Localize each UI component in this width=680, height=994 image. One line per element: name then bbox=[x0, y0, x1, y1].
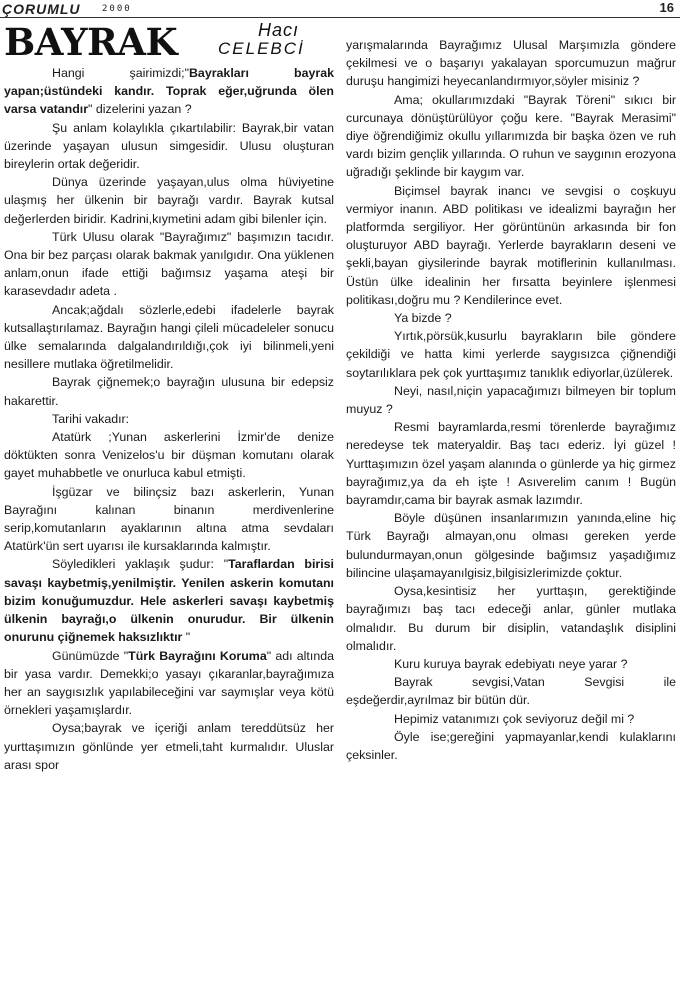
page-header bbox=[0, 0, 680, 20]
paragraph: Dünya üzerinde yaşayan,ulus olma hüviyetine ulaşmış her ülkenin bir bayrağı vardır. Bayrak kutsal değerlerden biridir. Kadrini,kıymetini adam gibi bilenler için. bbox=[4, 175, 334, 226]
right-column bbox=[346, 36, 676, 764]
publication-brand: ÇORUMLU bbox=[2, 1, 81, 17]
article-title: BAYRAK bbox=[4, 20, 178, 64]
paragraph: Şu anlam kolaylıkla çıkartılabilir: Bayrak,bir vatan üzerinde yaşayan ulusun simgesidir. Ulusu oluşturan bireylerin ortak değeridir. bbox=[4, 120, 334, 172]
paragraph: Neyi, nasıl,niçin yapacağımızı bilmeyen bir toplum muyuz ? bbox=[346, 383, 676, 417]
paragraph: Oysa,kesintisiz her yurttaşın, gerektiğinde bayrağımızı baş tacı edeceği anlar, günler mutlaka olmalıdır. Bu durum bir disiplin, vatandaşlık disiplini olmalıdır. bbox=[346, 584, 676, 653]
author-first-name: Hacı bbox=[258, 20, 300, 40]
paragraph: Ama; okullarımızdaki "Bayrak Töreni" sıkıcı bir curcunaya dönüştürülüyor çoğu kere. "Bayrak Merasimi" diye öğrendiğimiz okullu yıllarımızda bir başka özen ve ruh vardı bizim gençlik yıllarında. O ruhun ve saygının erozyona uğradığı şeklinde bir kaygım var. bbox=[346, 92, 676, 180]
paragraph: Resmi bayramlarda,resmi törenlerde bayrağımız neredeyse tek materyaldir. Baş tacı ederiz. İyi güzel ! Yurttaşımızın özel yaşam alanında o günlerde ya hiç girmez bayrağımız,ya da eh işte ! Asıverelim canım ! Bugün bayramdır,cama bir bayrak asmak lazımdır. bbox=[346, 420, 676, 508]
paragraph: Kuru kuruya bayrak edebiyatı neye yarar ? bbox=[394, 656, 628, 671]
paragraph: Biçimsel bayrak inancı ve sevgisi o coşkuyu vermiyor inanın. ABD politikası ve idealizmi bayrağın her platformda sergiliyor. Her görüntünün arkasında bir fon oluşturuyor ABD bayrağı. Yerlerde bayrakların deseni ve şekli,bayan giysilerinde bayrak motiflerinin kullanılması. Üstün ülke idealinin her fırsatta beyinlere işlenmesi politikası,doğru mu ? Kendilerince evet. bbox=[346, 183, 676, 307]
paragraph: Öyle ise;gereğini yapmayanlar,kendi kulaklarını çeksinler. bbox=[346, 729, 676, 762]
author-last-name: CELEBCİ bbox=[218, 39, 305, 58]
paragraph: Oysa;bayrak ve içeriği anlam tereddütsüz her yurttaşımızın gönlünde yer etmeli,taht kurmalıdır. Uluslar arası spor bbox=[4, 721, 334, 772]
paragraph: Ya bizde ? bbox=[394, 311, 452, 326]
paragraph: Tarihi vakadır: bbox=[52, 411, 130, 426]
paragraph: Günümüzde "Türk Bayrağını Koruma" adı altında bir yasa vardır. Demekki;o yasayı çıkaranlar,bayrağımıza her an saygısızlık yapılabileceğini var saymışlar veya kötü örnekleri yaşamışlardır. bbox=[4, 648, 334, 718]
left-column bbox=[4, 64, 334, 774]
publication-year: 2000 bbox=[102, 4, 132, 14]
page-number: 16 bbox=[659, 0, 674, 15]
paragraph: yarışmalarında Bayrağımız Ulusal Marşımızla göndere çekilmesi ve o başarıyı yakalayan sporcumuzun mağrur duruşu hangimizi heyecanlandırmıyor,söyler misiniz ? bbox=[346, 38, 676, 89]
paragraph: Atatürk ;Yunan askerlerini İzmir'de denize döktükten sonra Venizelos'u bir düşman komutanı olarak gayet muhabbetle ve onurluca kabul etmişti. bbox=[4, 430, 334, 481]
paragraph: Hepimiz vatanımızı çok seviyoruz değil mi ? bbox=[394, 711, 635, 726]
paragraph: Türk Ulusu olarak "Bayrağımız" başımızın tacıdır. Ona bir bez parçası olarak bakmak yanılgıdır. Ona yüklenen anlam,onun ifade ettiği bağımsız yaşama ateşi bir karasevdadır adeta . bbox=[4, 229, 334, 299]
paragraph: Bayrak sevgisi,Vatan Sevgisi ile eşdeğerdir,ayrılmaz bir bütün dür. bbox=[346, 675, 676, 708]
header-rule bbox=[0, 17, 680, 18]
paragraph: Söyledikleri yaklaşık şudur: "Taraflardan birisi savaşı kaybetmiş,yenilmiştir. Yenilen askerin komutanı bizim konuğumuzdur. Hele askerleri savaşı kaybetmiş ülkenin bayrağı,o ülkenin onurudur. Bir ülkenin onurunu çiğnemek haksızlıktır " bbox=[4, 557, 334, 645]
paragraph: Hangi şairimizdi;"Bayrakları bayrak yapan;üstündeki kandır. Toprak eğer,uğrunda ölen varsa vatandır" dizelerini yazan ? bbox=[4, 66, 334, 117]
paragraph: Bayrak çiğnemek;o bayrağın ulusuna bir edepsiz hakarettir. bbox=[4, 375, 334, 408]
paragraph: Böyle düşünen insanlarımızın yanında,eline hiç Türk Bayrağı almayan,onu olması gereken yerde bulundurmayan,onun gölgesinde bağımsız yaşadığımız bilincine ulaşamayanılgisiz,bilgisizlerimizde çoktur. bbox=[346, 511, 676, 580]
paragraph: İşgüzar ve bilinçsiz bazı askerlerin, Yunan Bayrağını kalınan binanın merdivenlerine serip,komutanların ayaklarının altına atma sevdaları Atatürk'ün sert uyarısı ile kursaklarında kalmıştır. bbox=[4, 484, 334, 554]
paragraph: Ancak;ağdalı sözlerle,edebi ifadelerle bayrak kutsallaştırılamaz. Bayrağın hangi çileli mücadeleler sonucu ülke semalarında dalgalandırıldığı,çok iyi bilinmeli,yeni nesillere mutlaka öğretilmelidir. bbox=[4, 302, 334, 372]
paragraph: Yırtık,pörsük,kusurlu bayrakların bile göndere çekildiği ve hatta kimi yerlerde saygısızca çiğnendiği soytarılıklara pek çok yurttaşımız tanıklık ediyorlar,üzülerek. bbox=[346, 329, 676, 380]
